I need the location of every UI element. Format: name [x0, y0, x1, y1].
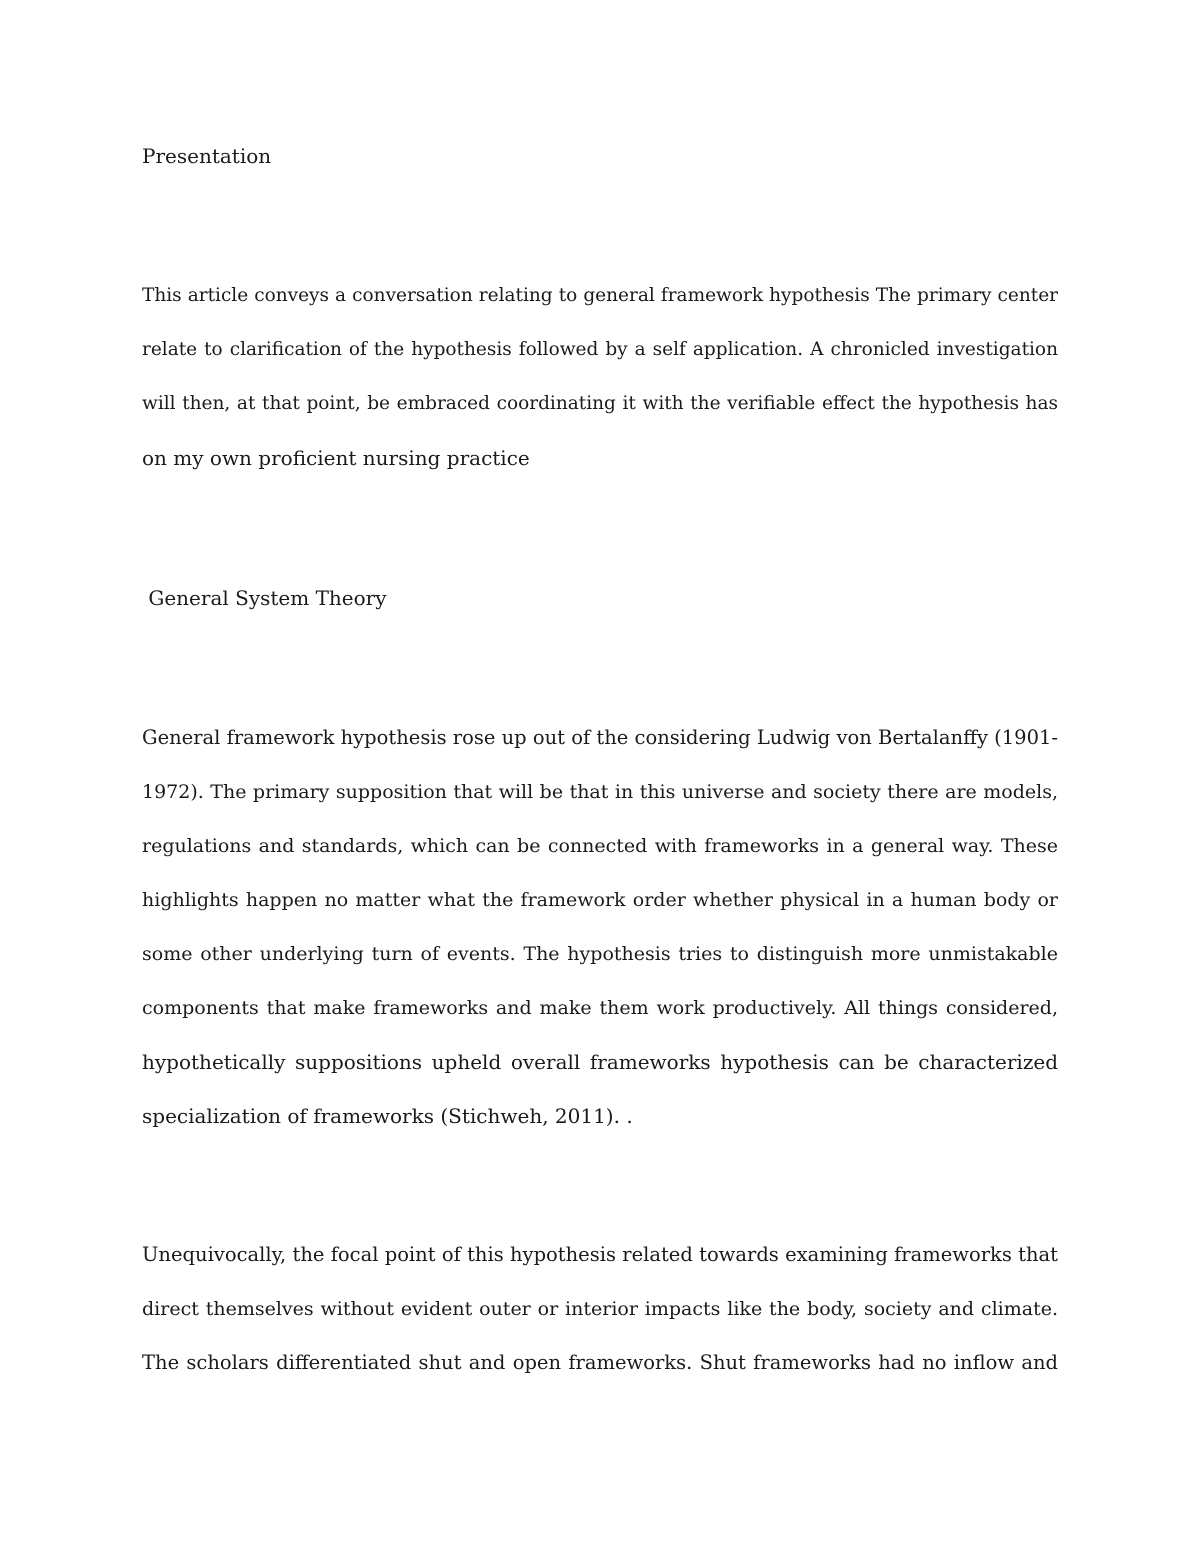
paragraph-general-system-theory [142, 726, 1058, 1158]
text-line: specialization of frameworks (Stichweh, 2011). . [142, 1104, 633, 1128]
text-line: 1972). The primary supposition that will be that in this universe and society there are models, [142, 781, 1058, 803]
heading-presentation: Presentation [142, 144, 272, 168]
text-line: The scholars differentiated shut and open frameworks. Shut frameworks had no inflow and [142, 1351, 1058, 1374]
text-line: relate to clarification of the hypothesis followed by a self application. A chronicled investigation [142, 339, 1058, 360]
text-line: direct themselves without evident outer or interior impacts like the body, society and climate. [142, 1298, 1058, 1320]
text-line: some other underlying turn of events. The hypothesis tries to distinguish more unmistakable [142, 943, 1058, 965]
text-line: hypothetically suppositions upheld overall frameworks hypothesis can be characterized [142, 1050, 1058, 1074]
text-line: components that make frameworks and make them work productively. All things considered, [142, 997, 1058, 1019]
paragraph-focal-point [142, 1243, 1058, 1405]
text-line: regulations and standards, which can be connected with frameworks in a general way. These [142, 835, 1058, 857]
text-line: highlights happen no matter what the framework order whether physical in a human body or [142, 889, 1058, 911]
text-line: Unequivocally, the focal point of this hypothesis related towards examining frameworks that [142, 1243, 1058, 1266]
text-line: General framework hypothesis rose up out of the considering Ludwig von Bertalanffy (1901- [142, 726, 1058, 749]
heading-general-system-theory: General System Theory [142, 586, 387, 610]
text-line: on my own proficient nursing practice [142, 446, 530, 470]
text-line: will then, at that point, be embraced coordinating it with the verifiable effect the hypothesis has [142, 393, 1058, 414]
text-line: This article conveys a conversation relating to general framework hypothesis The primary center [142, 285, 1058, 306]
paragraph-introduction [142, 284, 1058, 500]
